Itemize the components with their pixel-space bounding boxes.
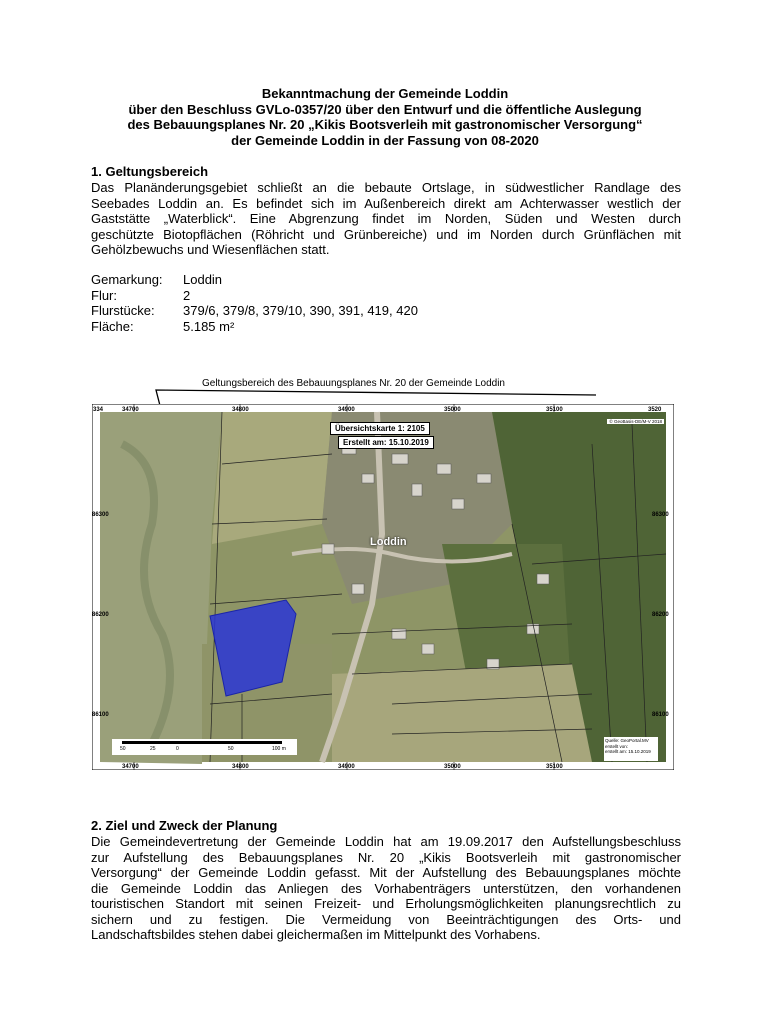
x-tick-label: 35100 (546, 764, 563, 770)
fact-value: 2 (183, 287, 191, 303)
y-tick-label: 86100 (92, 712, 109, 718)
building (477, 474, 491, 483)
map-title-line-1: Übersichtskarte 1: 2105 (335, 424, 425, 433)
scale-label: 50 (228, 746, 234, 752)
section-2-line: Die Gemeindevertretung der Gemeinde Loddin hat am 19.09.2017 den Aufstellungsbeschluss (91, 834, 681, 849)
place-label: Loddin (370, 536, 407, 548)
title-line-4: der Gemeinde Loddin in der Fassung von 08-2020 (231, 132, 539, 148)
building (392, 629, 406, 639)
fact-key: Flur: (91, 287, 117, 303)
building (452, 499, 464, 509)
scale-bar-line (122, 741, 282, 744)
x-tick-label: 34800 (232, 764, 249, 770)
section-2-line: Landschaftsbildes stehen dabei gleichermaßen im Mittelpunkt des Vorhabens. (91, 927, 541, 942)
aerial-image (92, 404, 674, 770)
credit-line: Quelle: GeoPortal.MV (605, 738, 649, 743)
title-line-3: des Bebauungsplanes Nr. 20 „Kikis Bootsverleih mit gastronomischer Versorgung“ (127, 117, 643, 132)
y-tick-label: 86200 (652, 612, 669, 618)
section-2-heading: 2. Ziel und Zweck der Planung (91, 818, 278, 833)
x-tick-label: 34900 (338, 764, 355, 770)
section-2-line: sichern und zu festigen. Die Vermeidung von Beeinträchtigungen des Orts- und (91, 911, 681, 927)
map-caption: Geltungsbereich des Bebauungsplanes Nr. 20 der Gemeinde Loddin (202, 378, 505, 389)
fact-value: 5.185 m² (183, 318, 235, 334)
x-tick-label: 34900 (338, 407, 355, 413)
x-tick-label: 34700 (122, 407, 139, 413)
scale-bar (112, 739, 297, 755)
y-tick-label: 86200 (92, 612, 109, 618)
section-2-line: die Gemeinde Loddin das Anliegen des Vorhabenträgers unterstützen, den vorhandenen (91, 880, 681, 896)
section-1-line: Gaststätte „Waterblick“. Eine Abgrenzung findet im Norden, Süden und Westen durch (91, 211, 681, 226)
section-1-line: Das Planänderungsgebiet schließt an die bebaute Ortslage, in südwestlicher Randlage des (91, 180, 681, 195)
x-tick-label: 35100 (546, 407, 563, 413)
credit-line: erstellt am: 15.10.2019 (605, 749, 651, 754)
building (352, 584, 364, 594)
fact-key: Fläche: (91, 318, 134, 334)
map-title-line-2: Erstellt am: 15.10.2019 (343, 438, 429, 447)
building (362, 474, 374, 483)
y-tick-label: 86300 (652, 512, 669, 518)
title-line-1: Bekanntmachung der Gemeinde Loddin (261, 86, 509, 101)
building (322, 544, 334, 554)
x-tick-label: 34700 (122, 764, 139, 770)
scale-label: 0 (176, 746, 179, 752)
scale-label: 100 m (272, 746, 286, 752)
fact-key: Gemarkung: (91, 272, 163, 287)
section-1-line: geschützte Biotopflächen (Röhricht und Grünbereiche) und im Norden durch Grünflächen mit (91, 226, 681, 242)
section-2-line: zur Aufstellung des Bebauungsplanes Nr. 20 „Kikis Bootsverleih mit gastronomischer (91, 849, 681, 865)
y-tick-label: 86100 (652, 712, 669, 718)
north-meadow (212, 412, 332, 544)
title-line-2: über den Beschluss GVLo-0357/20 über den Entwurf und die öffentliche Auslegung (128, 101, 642, 117)
corner-label-tl: 334 (93, 407, 104, 413)
corner-label-tr: 3520 (648, 407, 662, 413)
fact-value: 379/6, 379/8, 379/10, 390, 391, 419, 420 (183, 303, 418, 318)
map-credit (604, 737, 658, 761)
building (422, 644, 434, 654)
building (437, 464, 451, 474)
building (412, 484, 422, 496)
section-1-heading: 1. Geltungsbereich (91, 164, 209, 179)
map-date-box (338, 436, 434, 449)
credit-line: erstellt von: (605, 743, 629, 749)
overview-map (92, 404, 674, 770)
scale-label: 25 (150, 746, 156, 752)
map-copyright: © GeoBasis-DE/M-V 2018 (609, 419, 662, 424)
section-2-line: Versorgung“ der Gemeinde Loddin gefasst. Mit der Aufstellung des Bebauungsplanes möchte (91, 865, 681, 880)
building (392, 454, 408, 464)
section-2-line: touristischen Standort mit seinen Freizeit- und Erholungsmöglichkeiten planungsrechtlich zu (91, 896, 681, 911)
scale-label: 50 (120, 746, 126, 752)
x-tick-label: 35000 (444, 764, 461, 770)
section-1-line: Gehölzbewuchs und Wiesenflächen statt. (91, 242, 330, 257)
building (537, 574, 549, 584)
x-tick-label: 35000 (444, 407, 461, 413)
x-tick-label: 34800 (232, 407, 249, 413)
section-1-line: Seebades Loddin an. Es befindet sich im Außenbereich direkt am Achterwasser westlich der (91, 195, 681, 211)
y-tick-label: 86300 (92, 512, 109, 518)
fact-value: Loddin (183, 272, 223, 287)
fact-key: Flurstücke: (91, 303, 155, 318)
map-title-box (330, 422, 430, 435)
section-2-paragraph (91, 834, 681, 943)
